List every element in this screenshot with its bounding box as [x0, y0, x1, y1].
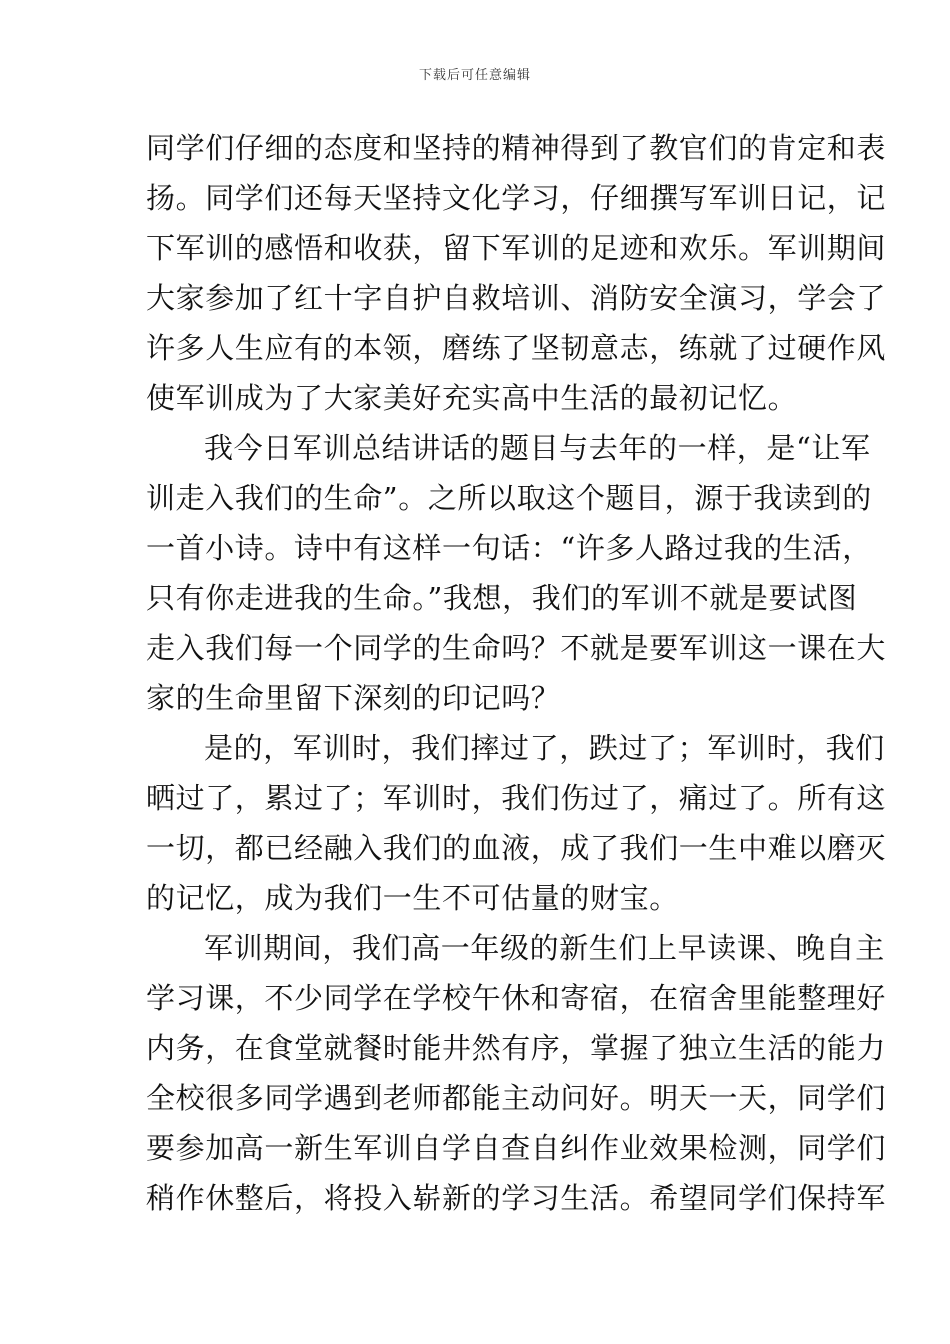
paragraph-start-line: 我今日军训总结讲话的题目与去年的一样，是“让军 [204, 431, 871, 465]
text-line: 一首小诗。诗中有这样一句话：“许多人路过我的生活， [146, 531, 872, 565]
text-line: 同学们仔细的态度和坚持的精神得到了教官们的肯定和表 [146, 131, 887, 165]
document-body [146, 123, 887, 1223]
text-line: 大家参加了红十字自护自救培训、消防安全演习，学会了 [146, 281, 887, 315]
text-line: 许多人生应有的本领，磨练了坚韧意志，练就了过硬作风 [146, 331, 887, 365]
text-line: 一切，都已经融入我们的血液，成了我们一生中难以磨灭 [146, 831, 887, 865]
text-line: 全校很多同学遇到老师都能主动问好。明天一天，同学们 [146, 1081, 887, 1115]
text-line: 训走入我们的生命”。之所以取这个题目，源于我读到的 [146, 481, 872, 515]
text-line: 稍作休整后，将投入崭新的学习生活。希望同学们保持军 [146, 1181, 887, 1215]
paragraph-start-line: 是的，军训时，我们摔过了，跌过了；军训时，我们 [204, 731, 885, 765]
text-line: 只有你走进我的生命。”我想，我们的军训不就是要试图 [146, 581, 858, 615]
text-line: 学习课，不少同学在学校午休和寄宿，在宿舍里能整理好 [146, 981, 887, 1015]
text-line: 内务，在食堂就餐时能井然有序，掌握了独立生活的能力 [146, 1031, 887, 1065]
text-line: 晒过了，累过了；军训时，我们伤过了，痛过了。所有这 [146, 781, 887, 815]
text-line: 要参加高一新生军训自学自查自纠作业效果检测，同学们 [146, 1131, 887, 1165]
text-line: 扬。同学们还每天坚持文化学习，仔细撰写军训日记，记 [146, 181, 887, 215]
text-line: 使军训成为了大家美好充实高中生活的最初记忆。 [146, 381, 798, 415]
text-line: 家的生命里留下深刻的印记吗？ [146, 681, 561, 715]
page-header-note: 下载后可任意编辑 [418, 68, 531, 83]
text-line: 下军训的感悟和收获，留下军训的足迹和欢乐。军训期间 [146, 231, 887, 265]
text-line: 走入我们每一个同学的生命吗？不就是要军训这一课在大 [146, 631, 887, 665]
text-line: 的记忆，成为我们一生不可估量的财宝。 [146, 881, 679, 915]
paragraph-start-line: 军训期间，我们高一年级的新生们上早读课、晚自主 [204, 931, 885, 965]
